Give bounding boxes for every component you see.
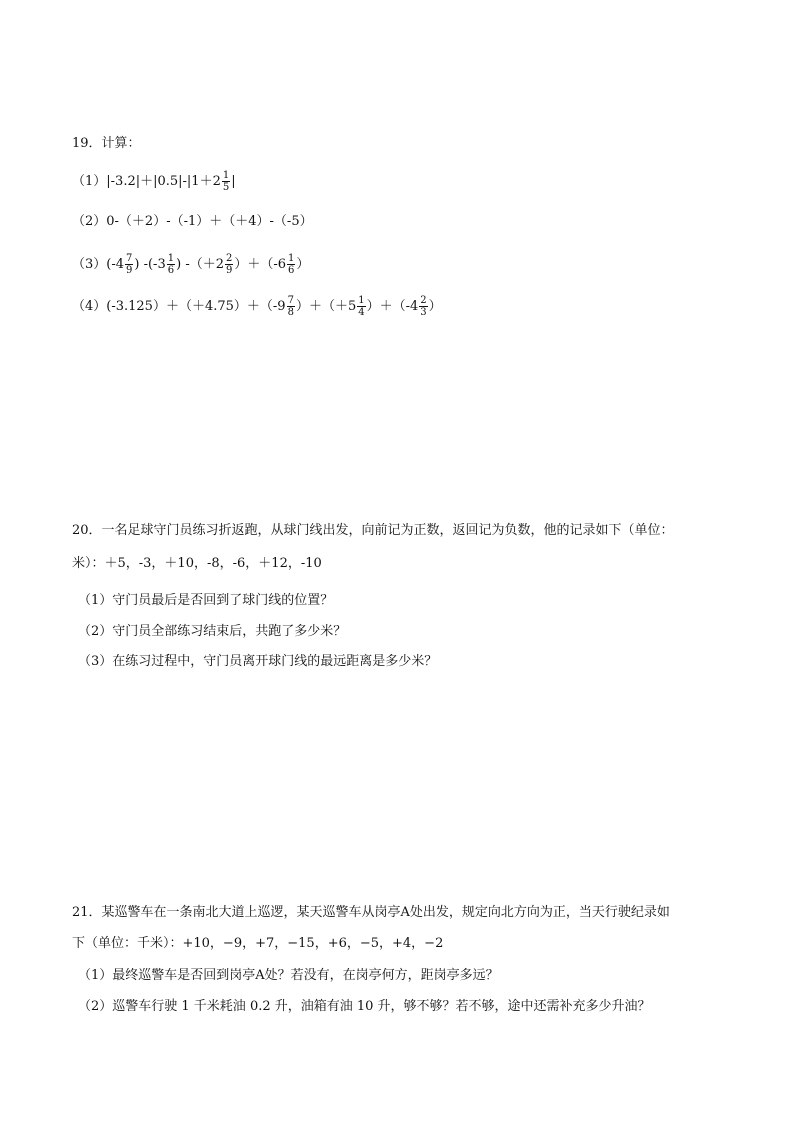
fraction-numerator: 1 (358, 295, 365, 306)
q19-part4-fraction-1 (287, 295, 295, 318)
q19-title: 19．计算： (72, 136, 141, 151)
q21-part2: （2）巡警车行驶 1 千米耗油 0.2 升，油箱有油 10 升，够不够？若不够，途中还需补充多少升油？ (78, 999, 651, 1014)
q19-part4 (72, 295, 442, 318)
q19-part3 (72, 253, 309, 276)
q21-line1: 21．某巡警车在一条南北大道上巡逻，某天巡警车从岗亭A处出发，规定向北方向为正，当天行驶纪录如 (72, 905, 670, 920)
q19-part3-text-b: ) -(-3 (134, 256, 166, 272)
fraction-numerator: 1 (222, 170, 230, 181)
q20-part3: （3）在练习过程中，守门员离开球门线的最远距离是多少米？ (78, 654, 438, 669)
q19-part4-fraction-2 (357, 295, 365, 318)
fraction-numerator: 2 (225, 253, 233, 264)
q19-part4-text-a: （4）(-3.125）＋（＋4.75）＋（-9 (72, 298, 286, 314)
fraction-denominator: 6 (288, 265, 295, 276)
q19-part3-fraction-1 (125, 253, 133, 276)
fraction-denominator: 9 (225, 265, 233, 276)
fraction-denominator: 4 (358, 307, 365, 318)
q21-line2: 下（单位：千米）：+10，−9，+7，−15，+6，−5，+4，−2 (72, 936, 444, 951)
q19-part4-text-b: ）＋（＋5 (295, 298, 357, 314)
q19-part2: （2）0-（＋2）-（-1）＋（＋4）-（-5） (72, 214, 313, 229)
q19-part3-fraction-3 (225, 253, 233, 276)
fraction-denominator: 6 (167, 265, 175, 276)
fraction-denominator: 9 (126, 265, 133, 276)
q19-part1-fraction (222, 170, 230, 193)
q19-part4-text-d: ） (428, 298, 442, 314)
q19-part3-fraction-4 (287, 253, 295, 276)
q19-part1 (72, 170, 236, 193)
q19-part3-text-a: （3）(-4 (72, 256, 125, 272)
fraction-numerator: 7 (287, 295, 294, 306)
fraction-denominator: 5 (222, 182, 230, 193)
q19-part3-fraction-2 (167, 253, 175, 276)
fraction-denominator: 3 (420, 307, 427, 318)
q19-part3-text-d: ）＋（-6 (234, 256, 287, 272)
fraction-numerator: 1 (288, 253, 295, 264)
q19-part1-text-a: （1）|-3.2|＋|0.5|-|1＋2 (72, 173, 221, 189)
q19-part1-text-b: | (231, 173, 236, 189)
q20-part1: （1）守门员最后是否回到了球门线的位置？ (78, 593, 334, 608)
q20-line1: 20．一名足球守门员练习折返跑，从球门线出发，向前记为正数，返回记为负数，他的记录如下（单位： (72, 523, 674, 538)
q20-part2: （2）守门员全部练习结束后，共跑了多少米？ (78, 624, 347, 639)
q19-part4-text-c: ）＋（-4 (366, 298, 419, 314)
q20-line2: 米）：＋5，-3，＋10，-8，-6，＋12，-10 (72, 556, 322, 571)
q19-part3-text-e: ） (296, 256, 310, 272)
q19-part4-fraction-3 (419, 295, 427, 318)
fraction-numerator: 1 (167, 253, 175, 264)
fraction-numerator: 2 (420, 295, 427, 306)
q21-part1: （1）最终巡警车是否回到岗亭A处？若没有，在岗亭何方，距岗亭多远？ (78, 968, 499, 983)
fraction-denominator: 8 (287, 307, 294, 318)
q19-part3-text-c: ) -（＋2 (176, 256, 224, 272)
fraction-numerator: 7 (126, 253, 133, 264)
